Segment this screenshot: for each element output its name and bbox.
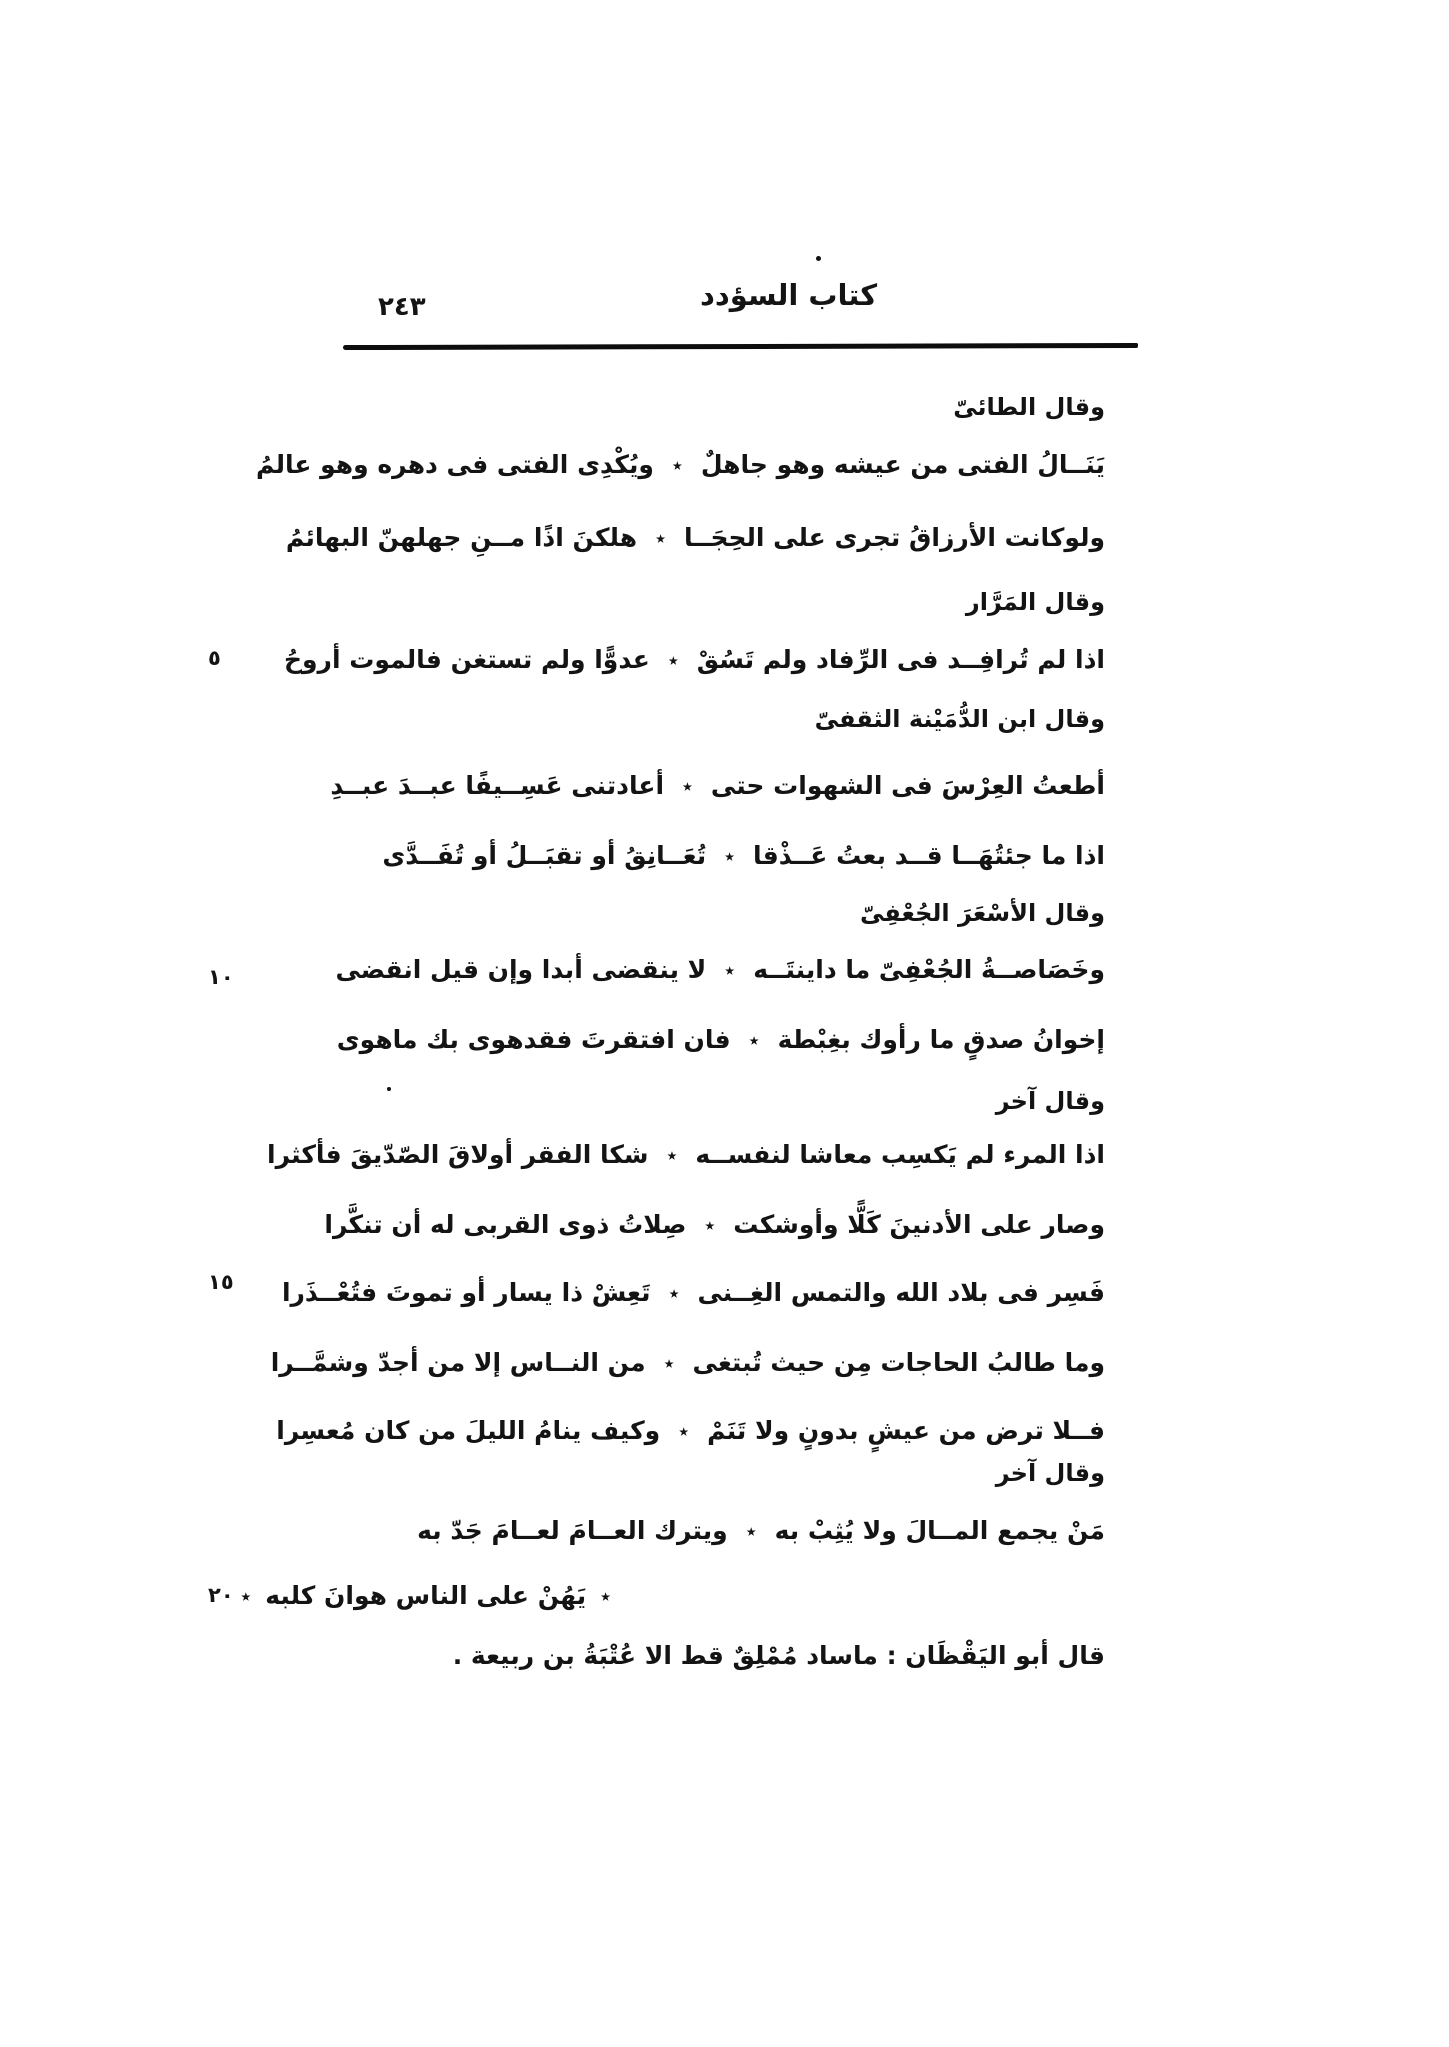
hemistich-left: تَعِشْ ذا يسار أو تموتَ فتُعْــذَرا	[281, 1278, 651, 1307]
verse-separator-star: ٭	[724, 844, 735, 868]
section-heading: وقال المَرَّار	[965, 588, 1105, 616]
hemistich-right: وما طالبُ الحاجات مِن حيث تُبتغى	[692, 1348, 1105, 1377]
verse-line	[276, 1413, 1105, 1449]
margin-line-number: ١٥	[208, 1270, 234, 1294]
verse-line	[256, 447, 1105, 483]
verse-separator-star: ٭	[600, 1584, 611, 1608]
verse-line	[337, 1022, 1105, 1058]
verse-line	[335, 952, 1105, 988]
verse-line	[282, 1275, 1105, 1311]
hemistich-left: هلكنَ اذًا مــنِ جهلهنّ البهائمُ	[285, 523, 638, 552]
hemistich-right: وصار على الأدنينَ كَلًّا وأوشكت	[733, 1210, 1105, 1239]
hemistich-left: ويُكْدِى الفتى فى دهره وهو عالمُ	[255, 450, 654, 479]
verse-line	[330, 768, 1105, 804]
verse-separator-star: ٭	[671, 453, 683, 477]
section-heading: وقال آخر	[995, 1459, 1105, 1487]
verse-separator-star: ٭	[240, 1584, 252, 1608]
hemistich-right: اذا ما جئتُهَــا قــد بعتُ عَــذْقا	[753, 841, 1105, 870]
verse-separator-star: ٭	[655, 526, 666, 550]
hemistich-right: وخَصَاصــةُ الجُعْفِىّ ما داينتَــه	[753, 955, 1105, 984]
verse-line-single	[226, 1578, 625, 1614]
hemistich-left: وكيف ينامُ الليلَ من كان مُعسِرا	[276, 1416, 661, 1445]
hemistich-left: ويترك العــامَ لعــامَ جَدّ به	[417, 1516, 728, 1545]
ink-dot	[387, 1087, 391, 1091]
verse-separator-star: ٭	[745, 1519, 757, 1543]
verse-separator-star: ٭	[704, 1213, 716, 1237]
hemistich-left: صِلاتُ ذوى القربى له أن تنكَّرا	[324, 1210, 687, 1239]
verse-line	[417, 1513, 1105, 1549]
hemistich-right: ولوكانت الأرزاقُ تجرى على الحِجَــا	[684, 523, 1105, 552]
page-number: ٢٤٣	[378, 292, 426, 322]
verse-separator-star: ٭	[667, 648, 679, 672]
verse-line	[284, 642, 1105, 678]
verse-line	[271, 1345, 1105, 1381]
hemistich-left: عدوًّا ولم تستغن فالموت أروحُ	[284, 645, 650, 674]
verse-line	[286, 520, 1105, 556]
hemistich-left: من النــاس إلا من أجدّ وشمَّــرا	[270, 1348, 646, 1377]
verse-separator-star: ٭	[668, 1281, 680, 1305]
hemistich-right: أطعتُ العِرْسَ فى الشهوات حتى	[710, 771, 1105, 800]
verse-separator-star: ٭	[666, 1143, 678, 1167]
verse-line	[267, 1137, 1105, 1173]
hemistich-right: اذا لم تُرافِــد فى الرِّفاد ولم تَسُقْ	[696, 645, 1105, 674]
section-heading: وقال الطائىّ	[953, 393, 1105, 421]
prose-line: قال أبو اليَقْظَان : ماساد مُمْلِقٌ قط الا عُتْبَةُ بن ربيعة .	[452, 1641, 1105, 1670]
margin-line-number: ١٠	[208, 965, 234, 989]
section-heading: وقال الأسْعَرَ الجُعْفِىّ	[860, 899, 1105, 927]
section-heading: وقال ابن الدُّمَيْنة الثقفىّ	[814, 705, 1105, 733]
hemistich-left: شكا الفقر أولاقَ الصّدّيقَ فأكثرا	[267, 1140, 649, 1169]
hemistich-right: فَسِر فى بلاد الله والتمس الغِــنى	[697, 1278, 1105, 1307]
hemistich-center: يَهُنْ على الناس هوانَ كلبه	[265, 1581, 587, 1610]
hemistich-right: إخوانُ صدقٍ ما رأوك بغِبْطة	[777, 1025, 1105, 1054]
verse-separator-star: ٭	[724, 958, 736, 982]
hemistich-left: لا ينقضى أبدا وإن قيل انقضى	[335, 955, 707, 984]
verse-line	[382, 838, 1105, 874]
hemistich-left: تُعَــانِقُ أو تقبَــلُ أو تُفَــدَّى	[382, 841, 707, 870]
page-title: كتاب السؤدد	[700, 278, 878, 312]
hemistich-left: فان افتقرتَ فقدهوى بك ماهوى	[336, 1025, 731, 1054]
header-rule	[343, 343, 1138, 350]
verse-separator-star: ٭	[748, 1028, 760, 1052]
hemistich-left: أعادتنى عَسِــيفًا عبــدَ عبــدِ	[330, 771, 665, 800]
verse-separator-star: ٭	[678, 1419, 690, 1443]
verse-separator-star: ٭	[682, 774, 693, 798]
verse-line	[324, 1207, 1105, 1243]
margin-line-number: ٢٠	[208, 1583, 234, 1607]
verse-separator-star: ٭	[663, 1351, 675, 1375]
hemistich-right: يَنَــالُ الفتى من عيشه وهو جاهلٌ	[700, 450, 1105, 479]
hemistich-right: فــلا ترض من عيشٍ بدونٍ ولا تَنَمْ	[707, 1416, 1105, 1445]
hemistich-right: مَنْ يجمع المــالَ ولا يُثِبْ به	[774, 1516, 1105, 1545]
hemistich-right: اذا المرء لم يَكسِب معاشا لنفســه	[695, 1140, 1105, 1169]
margin-line-number: ٥	[208, 646, 221, 670]
section-heading: وقال آخر	[995, 1087, 1105, 1115]
ink-dot	[816, 256, 821, 261]
